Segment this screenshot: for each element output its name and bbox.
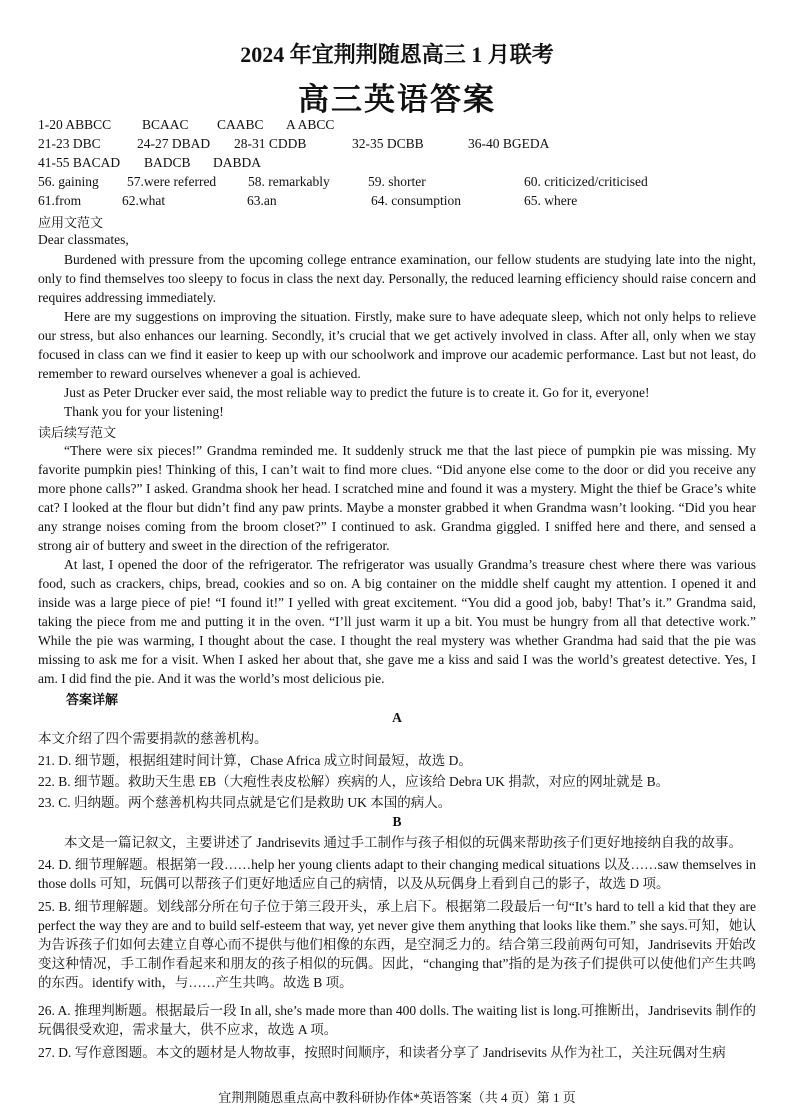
letter-paragraph: Here are my suggestions on improving the situation. Firstly, make sure to have adequate sleep, which not only helps to relieve our stress, but also enhances our learning. Secondly, it’s crucial that we get actively involved in class. After all, only when we stay focused in class can we find it easier to keep up with our schoolwork and improve our academic performance. Last but not least, do remember to reward ourselves whenever a goal is achieved. xyxy=(38,309,756,381)
letter-paragraph: Burdened with pressure from the upcoming college entrance examination, our fellow students are studying late into the night, only to find themselves too sleepy to focus in class the next day. Personally, the reduced learning efficiency should raise concern and requires addressing immediately. xyxy=(38,252,756,305)
answer-group: 28-31 CDDB xyxy=(234,136,307,151)
story-paragraph: At last, I opened the door of the refrigerator. The refrigerator was usually Grandma’s treasure chest where there was various food, such as crackers, chips, bread, cookies and so on. A big container on the middle shelf caught my attention. I opened it and inside was a large piece of pie! “I found it!” I yelled with great excitement. “You did a good job, baby! That’s it.” Grandma said, taking the piece from me and putting it in the oven. “I’ll just warm it up a bit. You must be hungry from all that detective work.” While the pie was warming, I thought about the case. I thought the real mystery was whether Grandma had said that the pie was missing to ask me for a visit. When I asked her about that, she gave me a kiss and said I was the world’s greatest detective. Yes, I am. I did find the pie. And it was the world’s most delicious pie. xyxy=(38,557,756,686)
answer-group: CAABC xyxy=(217,117,264,132)
passage-label-a: A xyxy=(392,710,402,725)
answer-group: BADCB xyxy=(144,155,191,170)
explanation-item: 22. B. 细节题。救助天生患 EB（大疱性表皮松解）疾病的人，应该给 Debra UK 捐款，对应的网址就是 B。 xyxy=(38,774,670,789)
answer-group: BCAAC xyxy=(142,117,189,132)
answer-group: 61.from xyxy=(38,193,82,208)
section-heading-writing: 应用文范文 xyxy=(38,216,104,231)
answer-group: 64. consumption xyxy=(371,193,461,208)
section-heading-continuation: 读后续写范文 xyxy=(38,426,117,441)
exam-title: 2024 年宜荆荆随恩高三 1 月联考 xyxy=(240,42,554,67)
explanation-item: 27. D. 写作意图题。本文的题材是人物故事，按照时间顺序，和读者分享了 Jandrisevits 从作为社工，关注玩偶对生病 xyxy=(38,1045,726,1060)
page-footer: 宜荆荆随恩重点高中教科研协作体*英语答案（共 4 页）第 1 页 xyxy=(218,1090,576,1105)
answer-group: A ABCC xyxy=(286,117,335,132)
answer-group: 41-55 BACAD xyxy=(38,155,121,170)
answer-group: 59. shorter xyxy=(368,174,426,189)
answer-group: 36-40 BGEDA xyxy=(468,136,550,151)
explanation-item: 24. D. 细节理解题。根据第一段……help her young clients adapt to their changing medical situations 以及……saw themselves in those dolls 可知，玩偶可以帮孩子们更好地适应自己的病情，以及从玩偶身上看到自己的影子，故选 D 项。 xyxy=(38,857,756,891)
answer-group: 57.were referred xyxy=(127,174,217,189)
explanation-item: 23. C. 归纳题。两个慈善机构共同点就是它们是救助 UK 本国的病人。 xyxy=(38,795,452,810)
answer-group: 62.what xyxy=(122,193,166,208)
answer-group: 32-35 DCBB xyxy=(352,136,424,151)
answer-group: 63.an xyxy=(247,193,277,208)
letter-greeting: Dear classmates, xyxy=(38,232,129,247)
answer-group: 21-23 DBC xyxy=(38,136,101,151)
answer-group: 1-20 ABBCC xyxy=(38,117,112,132)
answer-group: 24-27 DBAD xyxy=(137,136,211,151)
letter-paragraph: Just as Peter Drucker ever said, the most reliable way to predict the future is to create it. Go for it, everyone! xyxy=(64,385,650,400)
section-heading-explanations: 答案详解 xyxy=(66,693,119,708)
passage-label-b: B xyxy=(392,814,402,829)
answer-group: 56. gaining xyxy=(38,174,99,189)
explanation-item: 21. D. 细节题，根据组建时间计算，Chase Africa 成立时间最短，故选 D。 xyxy=(38,753,472,768)
passage-summary: 本文是一篇记叙文，主要讲述了 Jandrisevits 通过手工制作与孩子相似的玩偶来帮助孩子们更好地接纳自我的故事。 xyxy=(64,835,742,850)
document-title: 高三英语答案 xyxy=(298,82,496,117)
answer-group: 60. criticized/criticised xyxy=(524,174,648,189)
explanation-item: 25. B. 细节理解题。划线部分所在句子位于第三段开头，承上启下。根据第二段最后一句“It’s hard to tell a kid that they are perfect the way they are and to build self-esteem that way, yet never give them anything that looks like them.” she says.可知，她认为告诉孩子们如何去建立自尊心而不提供与他们相像的东西，是空洞乏力的。结合第三段前两句可知，Jandrisevits 开始改变这种情况，手工制作看起来和朋友的孩子相似的玩偶。因此，“changing that”指的是为孩子们提供可以使他们产生共鸣的东西。identify with，与……产生共鸣。故选 B 项。 xyxy=(38,899,756,990)
explanation-item: 26. A. 推理判断题。根据最后一段 In all, she’s made more than 400 dolls. The waiting list is long.可推断出，Jandrisevits 制作的玩偶很受欢迎，需求量大，供不应求，故选 A 项。 xyxy=(38,1003,756,1037)
answer-group: DABDA xyxy=(213,155,262,170)
passage-summary: 本文介绍了四个需要捐款的慈善机构。 xyxy=(38,731,268,746)
answer-group: 65. where xyxy=(524,193,578,208)
answer-group: 58. remarkably xyxy=(248,174,330,189)
story-paragraph: “There were six pieces!” Grandma reminded me. It suddenly struck me that the last piece of pumpkin pie was missing. My favorite pumpkin pies! Thinking of this, I can’t wait to find more clues. “Did anyone else come to the door or did you receive any more phone calls?” I asked. Grandma shook her head. I scratched mine and found it was a mystery. Might the thief be Grace’s white cat? I looked at the flour but didn’t find any paw prints. Maybe a monster grabbed it when Grandma wasn’t looking. “Did you hear any strange noises coming from the broom closet?” I continued to ask. Grandma giggled. I sniffed here and there, and sensed a strong air of buttery and sweet in the direction of the refrigerator. xyxy=(38,443,756,553)
letter-closing: Thank you for your listening! xyxy=(64,404,224,419)
